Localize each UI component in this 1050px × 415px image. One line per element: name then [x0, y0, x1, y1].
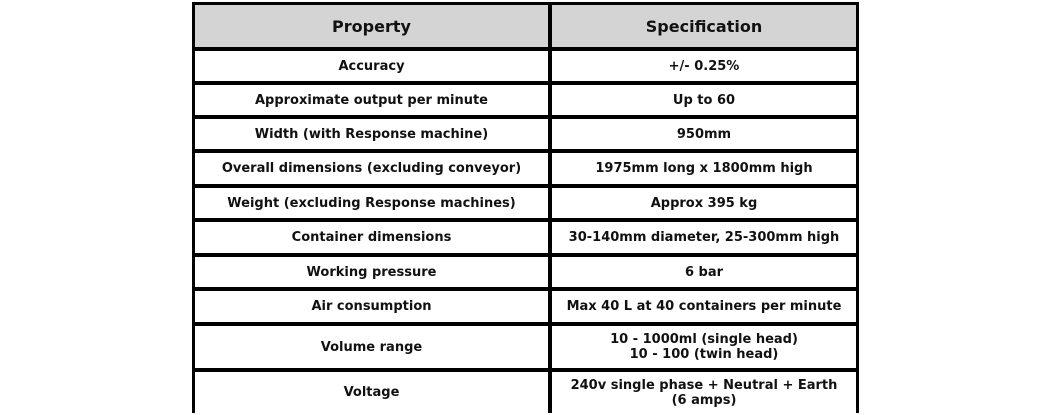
- row-working-pressure-specification: 6 bar: [552, 257, 856, 287]
- row-container-dimensions-specification: 30-140mm diameter, 25-300mm high: [552, 222, 856, 253]
- row-weight-property: Weight (excluding Response machines): [195, 188, 548, 218]
- row-air-consumption-specification: Max 40 L at 40 containers per minute: [552, 291, 856, 322]
- spec-table: [192, 2, 859, 413]
- row-overall-dimensions-specification: 1975mm long x 1800mm high: [552, 153, 856, 184]
- row-volume-range-specification: 10 - 1000ml (single head) 10 - 100 (twin head): [552, 326, 856, 368]
- row-output-specification: Up to 60: [552, 85, 856, 115]
- spec-table-grid: [195, 5, 856, 410]
- row-container-dimensions-property: Container dimensions: [195, 222, 548, 253]
- row-accuracy-specification: +/- 0.25%: [552, 51, 856, 81]
- row-air-consumption-property: Air consumption: [195, 291, 548, 322]
- row-output-property: Approximate output per minute: [195, 85, 548, 115]
- row-overall-dimensions-property: Overall dimensions (excluding conveyor): [195, 153, 548, 184]
- row-weight-specification: Approx 395 kg: [552, 188, 856, 218]
- row-voltage-specification: 240v single phase + Neutral + Earth (6 amps): [552, 372, 856, 413]
- header-property: Property: [195, 5, 548, 47]
- row-width-property: Width (with Response machine): [195, 119, 548, 149]
- row-working-pressure-property: Working pressure: [195, 257, 548, 287]
- row-volume-range-property: Volume range: [195, 326, 548, 368]
- row-accuracy-property: Accuracy: [195, 51, 548, 81]
- row-width-specification: 950mm: [552, 119, 856, 149]
- row-voltage-property: Voltage: [195, 372, 548, 413]
- header-specification: Specification: [552, 5, 856, 47]
